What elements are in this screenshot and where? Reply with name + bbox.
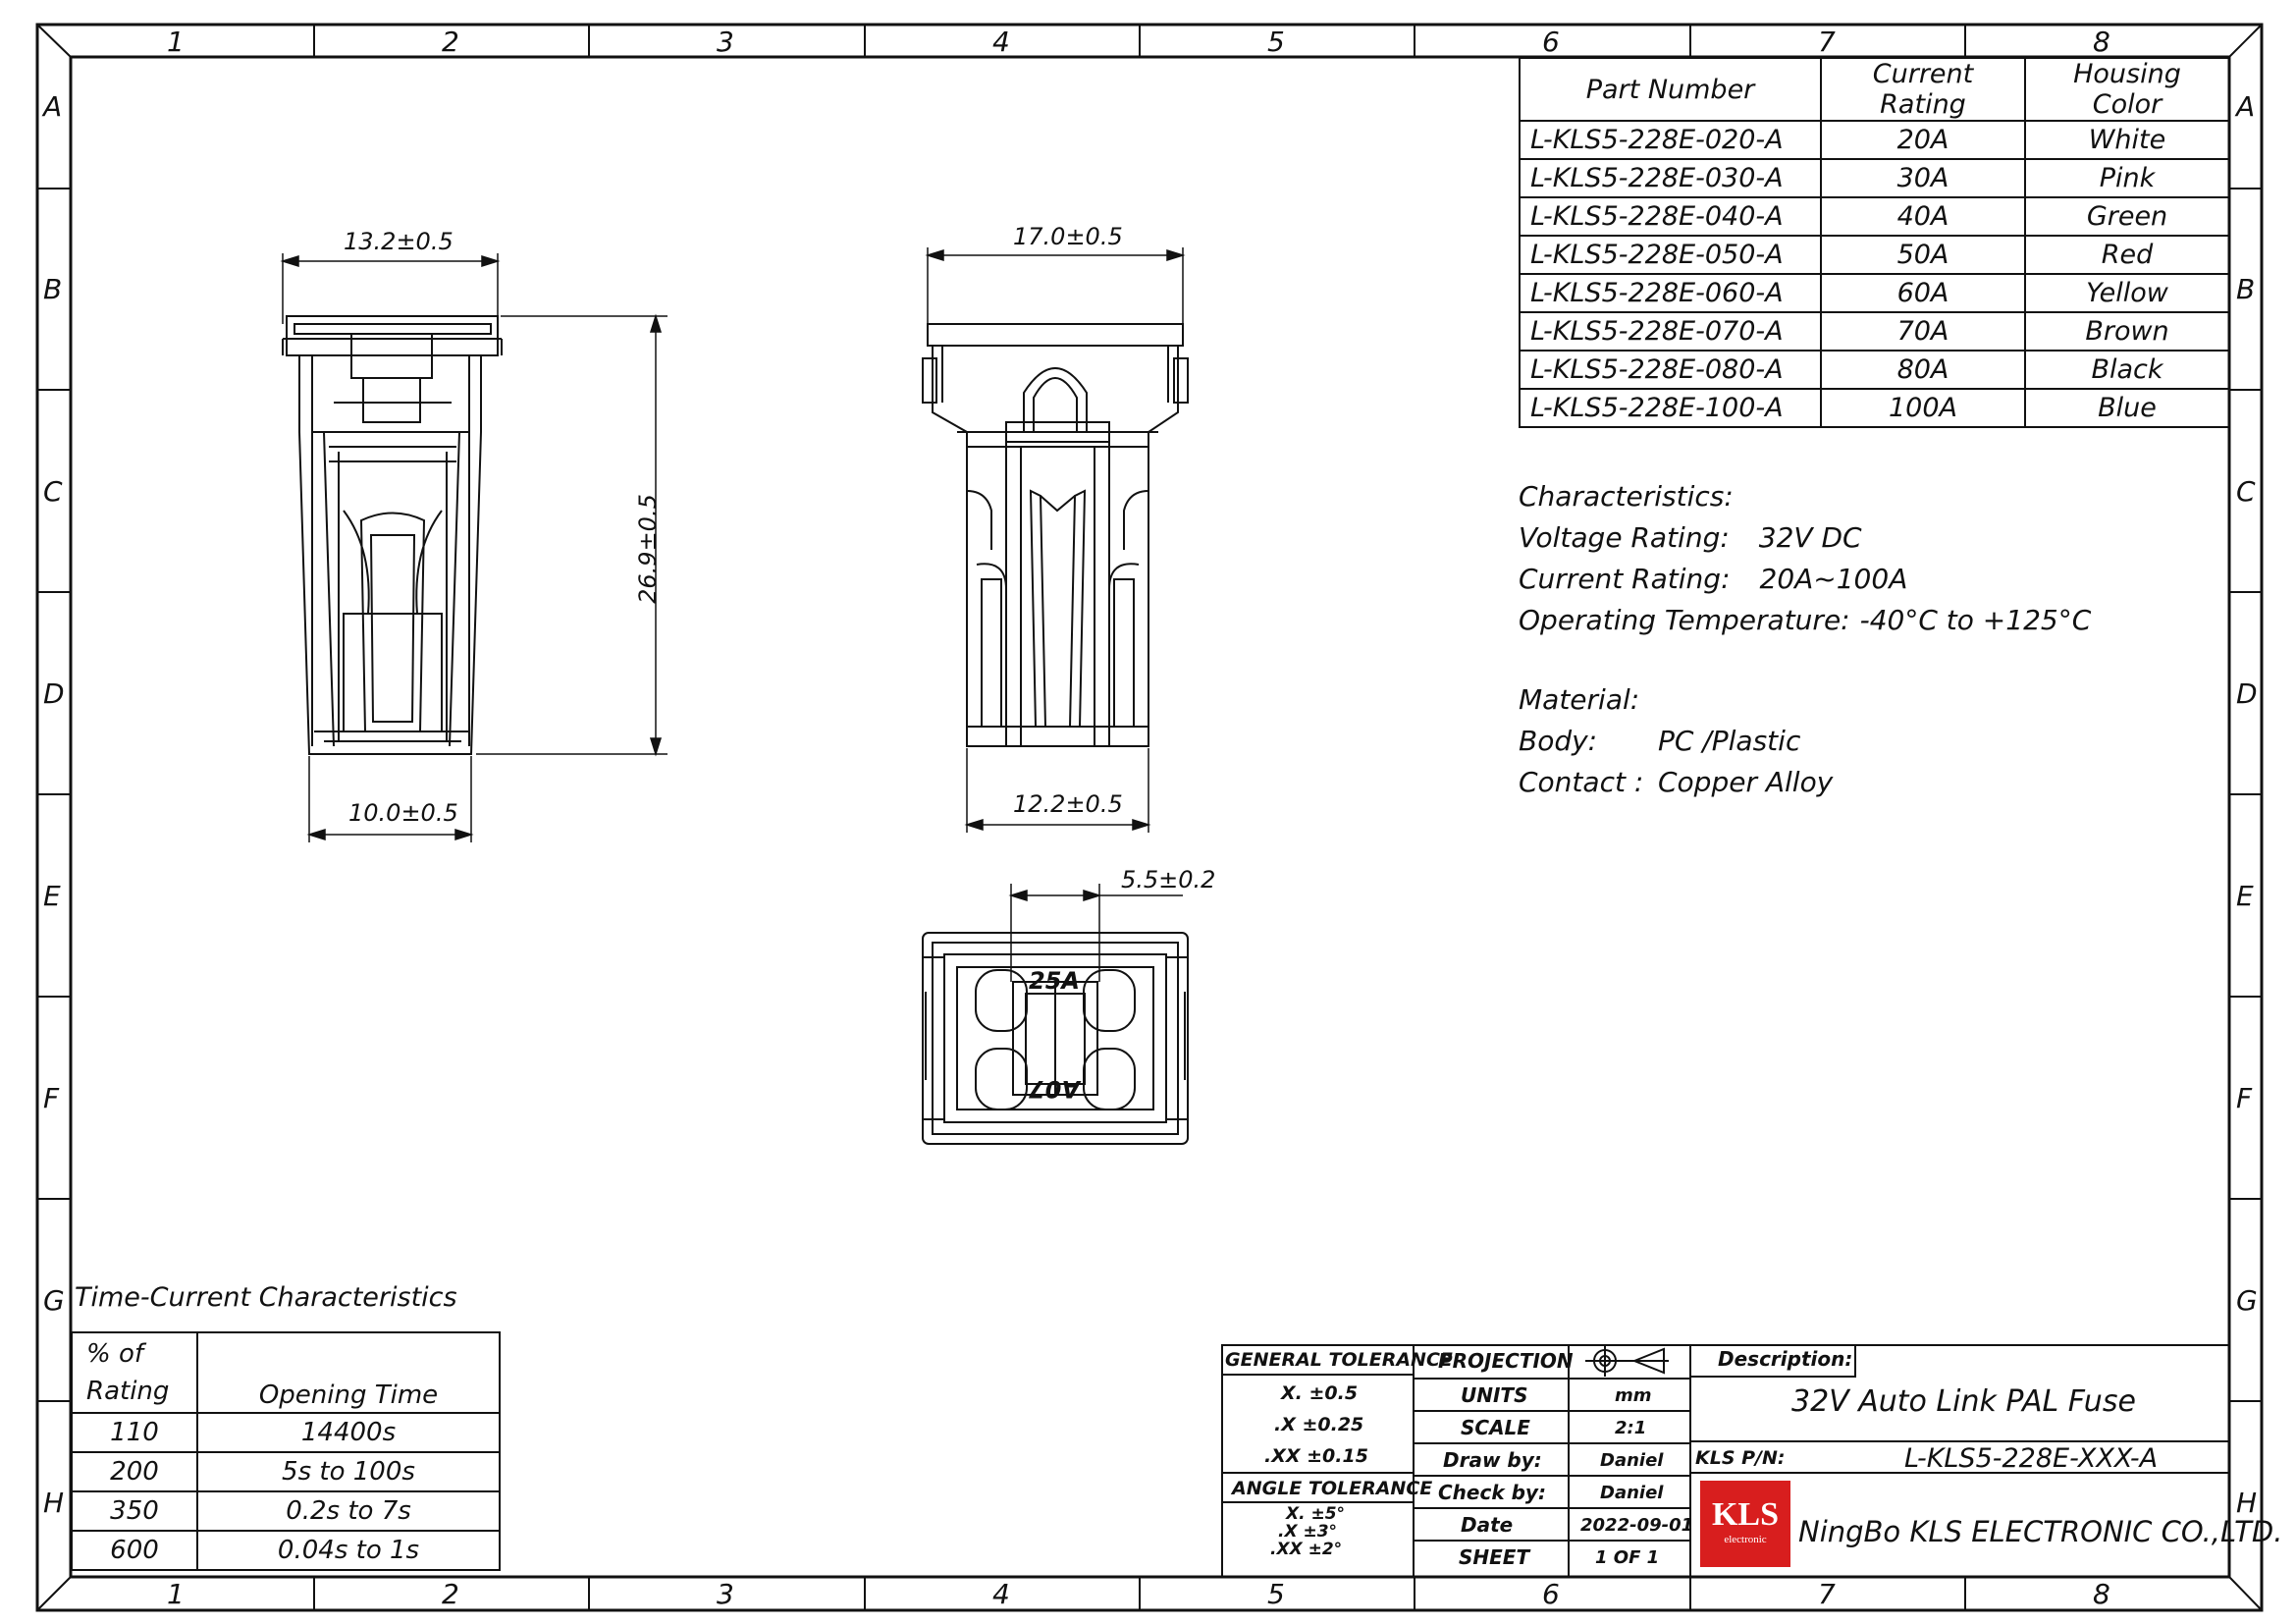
- col-label-8: 8: [2093, 26, 2110, 58]
- opening-time-cell: 14400s: [197, 1413, 500, 1452]
- header-percent-line2: Rating: [86, 1377, 170, 1406]
- tolerance-xxx: .XX ±0.15: [1264, 1445, 1368, 1467]
- check-by-label: Check by:: [1438, 1481, 1546, 1504]
- draw-by-value: Daniel: [1600, 1450, 1664, 1471]
- col-label-2-bottom: 2: [442, 1578, 459, 1610]
- kls-logo-text: KLS: [1711, 1496, 1780, 1533]
- col-label-5-bottom: 5: [1267, 1578, 1285, 1610]
- date-value: 2022-09-01: [1580, 1515, 1694, 1536]
- header-percent-line1: % of: [86, 1339, 144, 1369]
- part-number-cell: L-KLS5-228E-070-A: [1520, 312, 1821, 351]
- part-number-cell: L-KLS5-228E-020-A: [1520, 121, 1821, 159]
- angle-tolerance-label: ANGLE TOLERANCE: [1232, 1478, 1433, 1499]
- rating-cell: 350: [72, 1491, 197, 1531]
- kls-logo: [1700, 1481, 1790, 1567]
- part-number-cell: L-KLS5-228E-080-A: [1520, 351, 1821, 389]
- current-rating-cell: 20A: [1821, 121, 2025, 159]
- row-label-f-right: F: [2236, 1082, 2253, 1114]
- row-label-h: H: [43, 1487, 65, 1519]
- current-rating-cell: 40A: [1821, 197, 2025, 236]
- part-number-cell: L-KLS5-228E-060-A: [1520, 274, 1821, 312]
- row-label-a: A: [43, 90, 63, 123]
- row-label-d: D: [43, 677, 65, 710]
- housing-color-cell: Brown: [2025, 312, 2229, 351]
- general-tolerance-label: GENERAL TOLERANCE: [1225, 1349, 1453, 1371]
- body-label: Body:: [1519, 725, 1598, 757]
- kls-pn-value: L-KLS5-228E-XXX-A: [1904, 1443, 2159, 1474]
- kls-logo-sub: electronic: [1724, 1534, 1767, 1545]
- angle-tol-3: .XX ±2°: [1270, 1540, 1343, 1559]
- dim-side-top-width: 13.2±0.5: [344, 228, 454, 255]
- dim-front-top-width: 17.0±0.5: [1013, 223, 1123, 250]
- part-number-cell: L-KLS5-228E-040-A: [1520, 197, 1821, 236]
- col-label-1-bottom: 1: [167, 1578, 185, 1610]
- row-label-g-right: G: [2236, 1284, 2258, 1317]
- housing-color-cell: Pink: [2025, 159, 2229, 197]
- header-part-number: Part Number: [1520, 58, 1821, 121]
- col-label-6-bottom: 6: [1542, 1578, 1560, 1610]
- units-label: UNITS: [1461, 1383, 1528, 1407]
- projection-label: PROJECTION: [1438, 1349, 1574, 1373]
- company-name: NingBo KLS ELECTRONIC CO.,LTD.: [1798, 1515, 2283, 1548]
- characteristics-title: Characteristics:: [1519, 480, 1734, 513]
- col-label-3-bottom: 3: [717, 1578, 734, 1610]
- col-label-2: 2: [442, 26, 459, 58]
- opening-time-cell: 5s to 100s: [197, 1452, 500, 1491]
- header-opening-time: Opening Time: [197, 1332, 500, 1413]
- row-label-d-right: D: [2236, 677, 2258, 710]
- housing-color-cell: Green: [2025, 197, 2229, 236]
- col-label-8-bottom: 8: [2093, 1578, 2110, 1610]
- rating-cell: 600: [72, 1531, 197, 1570]
- temperature-label: Operating Temperature:: [1519, 604, 1850, 636]
- units-value: mm: [1615, 1385, 1652, 1406]
- row-label-e: E: [43, 880, 61, 912]
- row-label-h-right: H: [2236, 1487, 2258, 1519]
- row-label-c: C: [43, 475, 63, 508]
- col-label-5: 5: [1267, 26, 1285, 58]
- temperature-value: -40°C to +125°C: [1859, 604, 2092, 636]
- scale-label: SCALE: [1461, 1416, 1530, 1439]
- tolerance-x: X. ±0.5: [1281, 1382, 1359, 1404]
- description-label: Description:: [1718, 1347, 1853, 1371]
- row-label-g: G: [43, 1284, 65, 1317]
- dim-front-bottom-width: 12.2±0.5: [1013, 790, 1123, 818]
- body-value: PC /Plastic: [1658, 725, 1801, 757]
- rating-cell: 110: [72, 1413, 197, 1452]
- dim-side-height: 26.9±0.5: [633, 494, 662, 604]
- header-current-rating: Current Rating: [1821, 58, 2025, 121]
- contact-value: Copper Alloy: [1658, 766, 1834, 798]
- current-rating-cell: 80A: [1821, 351, 2025, 389]
- current-rating-cell: 50A: [1821, 236, 2025, 274]
- housing-color-cell: Yellow: [2025, 274, 2229, 312]
- scale-value: 2:1: [1615, 1418, 1647, 1438]
- housing-color-cell: White: [2025, 121, 2229, 159]
- rating-cell: 200: [72, 1452, 197, 1491]
- col-label-3: 3: [717, 26, 734, 58]
- check-by-value: Daniel: [1600, 1483, 1664, 1503]
- part-number-cell: L-KLS5-228E-030-A: [1520, 159, 1821, 197]
- row-label-c-right: C: [2236, 475, 2256, 508]
- angle-tol-2: .X ±3°: [1278, 1522, 1338, 1542]
- contact-label: Contact :: [1519, 766, 1644, 798]
- col-label-6: 6: [1542, 26, 1560, 58]
- bottom-view-marking-top: 25A: [1029, 967, 1080, 995]
- voltage-label: Voltage Rating:: [1519, 521, 1730, 554]
- voltage-value: 32V DC: [1758, 521, 1862, 554]
- draw-by-label: Draw by:: [1443, 1448, 1542, 1472]
- current-rating-cell: 70A: [1821, 312, 2025, 351]
- row-label-b: B: [43, 273, 63, 305]
- current-rating-cell: 100A: [1821, 389, 2025, 427]
- row-label-e-right: E: [2236, 880, 2254, 912]
- header-housing-color: Housing Color: [2025, 58, 2229, 121]
- kls-pn-label: KLS P/N:: [1695, 1447, 1786, 1469]
- angle-tol-1: X. ±5°: [1286, 1504, 1346, 1524]
- time-current-title: Time-Current Characteristics: [75, 1282, 457, 1313]
- dim-bottom-pitch: 5.5±0.2: [1121, 866, 1216, 893]
- housing-color-cell: Black: [2025, 351, 2229, 389]
- opening-time-cell: 0.2s to 7s: [197, 1491, 500, 1531]
- dim-side-bottom-width: 10.0±0.5: [348, 799, 458, 827]
- sheet-value: 1 OF 1: [1595, 1547, 1660, 1568]
- date-label: Date: [1461, 1513, 1514, 1537]
- row-label-b-right: B: [2236, 273, 2256, 305]
- col-label-1: 1: [167, 26, 185, 58]
- current-rating-cell: 30A: [1821, 159, 2025, 197]
- current-value: 20A~100A: [1759, 563, 1908, 595]
- row-label-a-right: A: [2236, 90, 2256, 123]
- housing-color-cell: Red: [2025, 236, 2229, 274]
- sheet-label: SHEET: [1459, 1545, 1530, 1569]
- description-value: 32V Auto Link PAL Fuse: [1791, 1384, 2136, 1419]
- housing-color-cell: Blue: [2025, 389, 2229, 427]
- col-label-7-bottom: 7: [1818, 1578, 1836, 1610]
- material-title: Material:: [1519, 683, 1640, 716]
- current-rating-cell: 60A: [1821, 274, 2025, 312]
- col-label-7: 7: [1818, 26, 1836, 58]
- bottom-view-marking-bottom: A07: [1029, 1075, 1080, 1103]
- opening-time-cell: 0.04s to 1s: [197, 1531, 500, 1570]
- part-number-cell: L-KLS5-228E-100-A: [1520, 389, 1821, 427]
- current-label: Current Rating:: [1519, 563, 1731, 595]
- col-label-4-bottom: 4: [992, 1578, 1010, 1610]
- tolerance-xx: .X ±0.25: [1274, 1414, 1364, 1435]
- part-number-cell: L-KLS5-228E-050-A: [1520, 236, 1821, 274]
- col-label-4: 4: [992, 26, 1010, 58]
- row-label-f: F: [43, 1082, 60, 1114]
